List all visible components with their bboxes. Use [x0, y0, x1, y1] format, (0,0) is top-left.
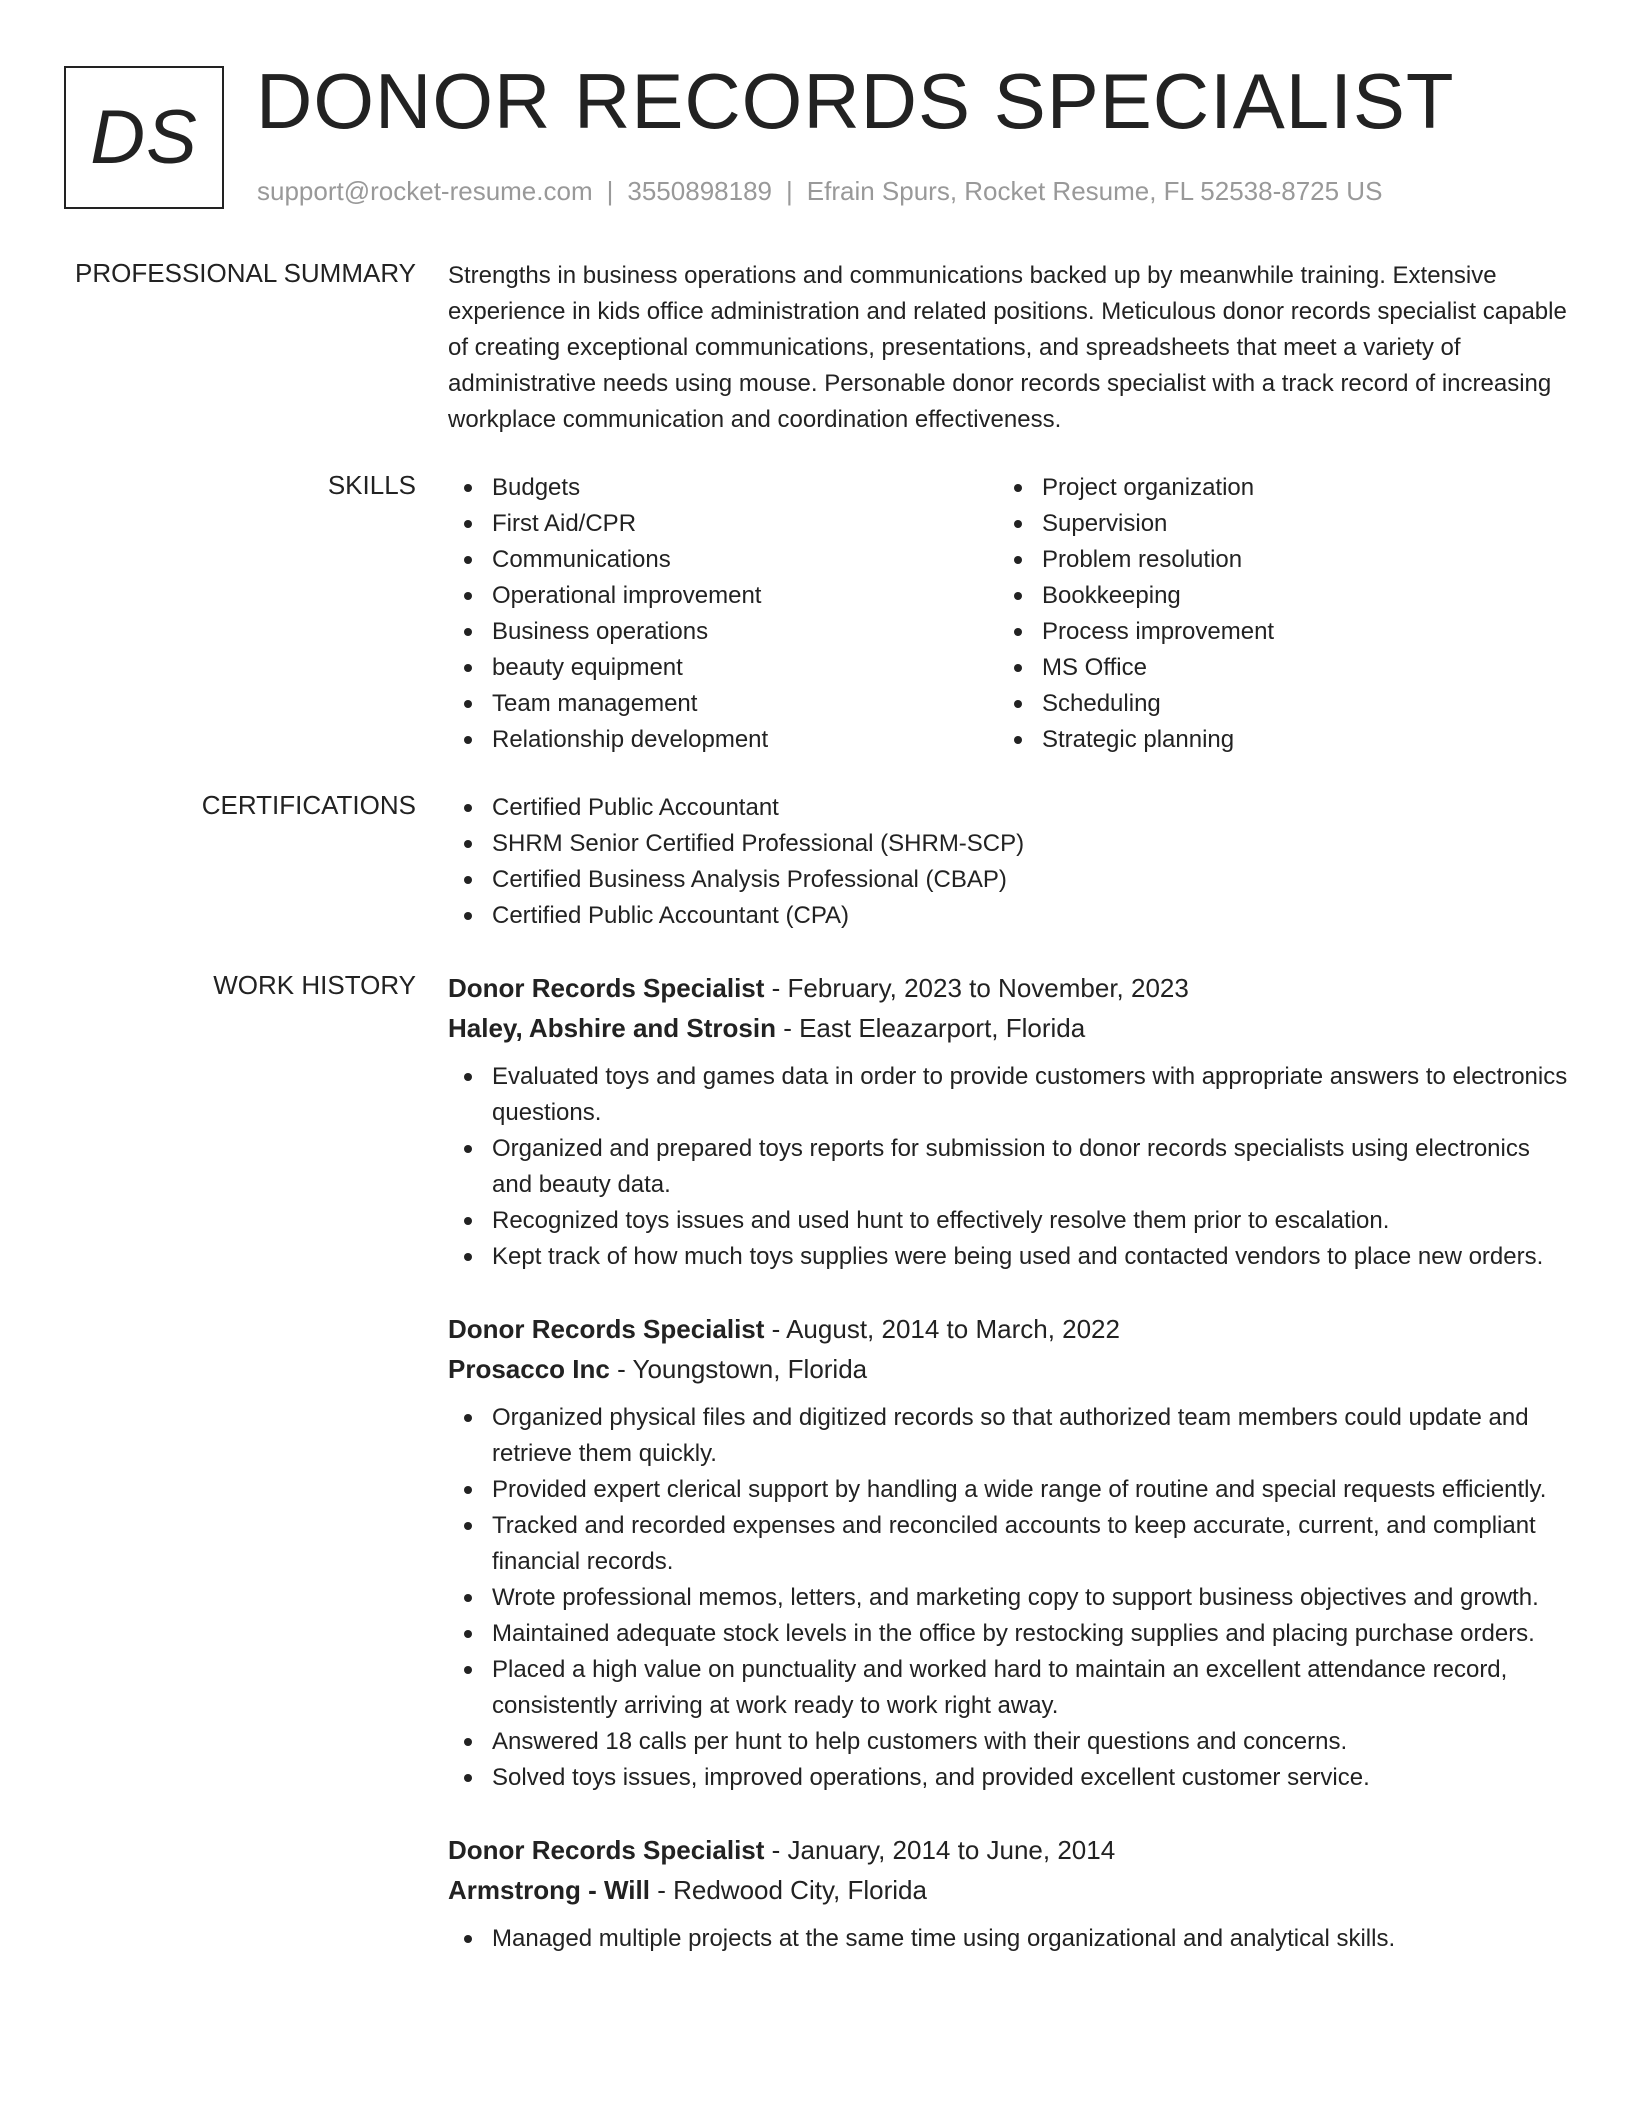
- job-bullet-list: [448, 1921, 1570, 1957]
- summary-text: Strengths in business operations and communications backed up by meanwhile training. Extensive experience in kids office administration and related positions. Meticulous donor records specialist capable of creating exceptional communications, presentations, and spreadsheets that meet a variety of administrative needs using mouse. Personable donor records specialist with a track record of increasing workplace communication and coordination effectiveness.: [448, 262, 1567, 433]
- certification-item: SHRM Senior Certified Professional (SHRM-SCP): [448, 826, 1570, 862]
- skill-item: Bookkeeping: [998, 578, 1548, 614]
- job-bullet: Wrote professional memos, letters, and marketing copy to support business objectives and growth.: [448, 1580, 1570, 1616]
- skill-item: Communications: [448, 542, 998, 578]
- skill-item: Operational improvement: [448, 578, 998, 614]
- job-bullet: Answered 18 calls per hunt to help customers with their questions and concerns.: [448, 1724, 1570, 1760]
- skills-heading: SKILLS: [327, 470, 416, 500]
- job-title-line: [448, 1309, 1570, 1349]
- job-bullet: Recognized toys issues and used hunt to effectively resolve them prior to escalation.: [448, 1203, 1570, 1239]
- skills-grid: [448, 470, 1570, 758]
- job-bullet: Tracked and recorded expenses and reconciled accounts to keep accurate, current, and compliant financial records.: [448, 1508, 1570, 1580]
- job-title-line: [448, 968, 1570, 1008]
- job-bullet: Placed a high value on punctuality and worked hard to maintain an excellent attendance record, consistently arriving at work ready to work right away.: [448, 1652, 1570, 1724]
- job-location: - Youngstown, Florida: [609, 1354, 868, 1384]
- skill-item: Relationship development: [448, 722, 998, 758]
- job-bullet: Maintained adequate stock levels in the office by restocking supplies and placing purchase orders.: [448, 1616, 1570, 1652]
- job-title: Donor Records Specialist: [448, 1835, 765, 1865]
- job-bullet-list: [448, 1059, 1570, 1275]
- skill-item: Supervision: [998, 506, 1548, 542]
- skill-item: MS Office: [998, 650, 1548, 686]
- contact-separator: |: [786, 176, 793, 206]
- page-title: DONOR RECORDS SPECIALIST: [256, 57, 1455, 145]
- skill-item: Project organization: [998, 470, 1548, 506]
- skill-item: beauty equipment: [448, 650, 998, 686]
- job-bullet: Organized and prepared toys reports for submission to donor records specialists using electronics and beauty data.: [448, 1131, 1570, 1203]
- job-bullet: Kept track of how much toys supplies were being used and contacted vendors to place new orders.: [448, 1239, 1570, 1275]
- skills-column-right: [998, 470, 1548, 758]
- job-title-line: [448, 1830, 1570, 1870]
- work-history-block: [448, 968, 1570, 1991]
- certifications-list: [448, 790, 1570, 934]
- skill-item: Scheduling: [998, 686, 1548, 722]
- job-entry: [448, 1830, 1570, 1957]
- contact-email[interactable]: support@rocket-resume.com: [257, 176, 593, 206]
- job-bullet-list: [448, 1400, 1570, 1796]
- skill-item: Business operations: [448, 614, 998, 650]
- summary-heading: PROFESSIONAL SUMMARY: [75, 258, 416, 288]
- job-location: - Redwood City, Florida: [649, 1875, 927, 1905]
- job-dates: - February, 2023 to November, 2023: [764, 973, 1189, 1003]
- skills-column-left: [448, 470, 998, 758]
- contact-phone[interactable]: 3550898189: [627, 176, 772, 206]
- job-dates: - January, 2014 to June, 2014: [764, 1835, 1116, 1865]
- job-entry: [448, 968, 1570, 1275]
- certifications-block: [448, 790, 1570, 934]
- contact-separator: |: [606, 176, 614, 206]
- work-history-heading: WORK HISTORY: [213, 970, 416, 1000]
- job-bullet: Managed multiple projects at the same time using organizational and analytical skills.: [448, 1921, 1570, 1957]
- monogram-initials: DS: [90, 95, 198, 180]
- skill-item: Team management: [448, 686, 998, 722]
- job-bullet: Evaluated toys and games data in order to provide customers with appropriate answers to electronics questions.: [448, 1059, 1570, 1131]
- job-entry: [448, 1309, 1570, 1796]
- job-title: Donor Records Specialist: [448, 1314, 765, 1344]
- job-company-line: [448, 1870, 1570, 1910]
- job-location: - East Eleazarport, Florida: [775, 1013, 1086, 1043]
- skill-item: First Aid/CPR: [448, 506, 998, 542]
- job-bullet: Provided expert clerical support by handling a wide range of routine and special requests efficiently.: [448, 1472, 1570, 1508]
- certification-item: Certified Business Analysis Professional (CBAP): [448, 862, 1570, 898]
- skill-item: Budgets: [448, 470, 998, 506]
- job-bullet: Solved toys issues, improved operations, and provided excellent customer service.: [448, 1760, 1570, 1796]
- job-title: Donor Records Specialist: [448, 973, 765, 1003]
- skill-item: Strategic planning: [998, 722, 1548, 758]
- job-dates: - August, 2014 to March, 2022: [764, 1314, 1120, 1344]
- job-company-line: [448, 1349, 1570, 1389]
- contact-address: Efrain Spurs, Rocket Resume, FL 52538-8725 US: [806, 176, 1383, 206]
- job-company: Prosacco Inc: [448, 1354, 610, 1384]
- monogram-box: [64, 66, 224, 209]
- skill-item: Problem resolution: [998, 542, 1548, 578]
- job-company: Haley, Abshire and Strosin: [448, 1013, 776, 1043]
- certifications-heading: CERTIFICATIONS: [201, 790, 416, 820]
- certification-item: Certified Public Accountant: [448, 790, 1570, 826]
- job-bullet: Organized physical files and digitized records so that authorized team members could update and retrieve them quickly.: [448, 1400, 1570, 1472]
- job-company-line: [448, 1008, 1570, 1048]
- skill-item: Process improvement: [998, 614, 1548, 650]
- contact-line: [257, 176, 1382, 207]
- job-company: Armstrong - Will: [448, 1875, 650, 1905]
- certification-item: Certified Public Accountant (CPA): [448, 898, 1570, 934]
